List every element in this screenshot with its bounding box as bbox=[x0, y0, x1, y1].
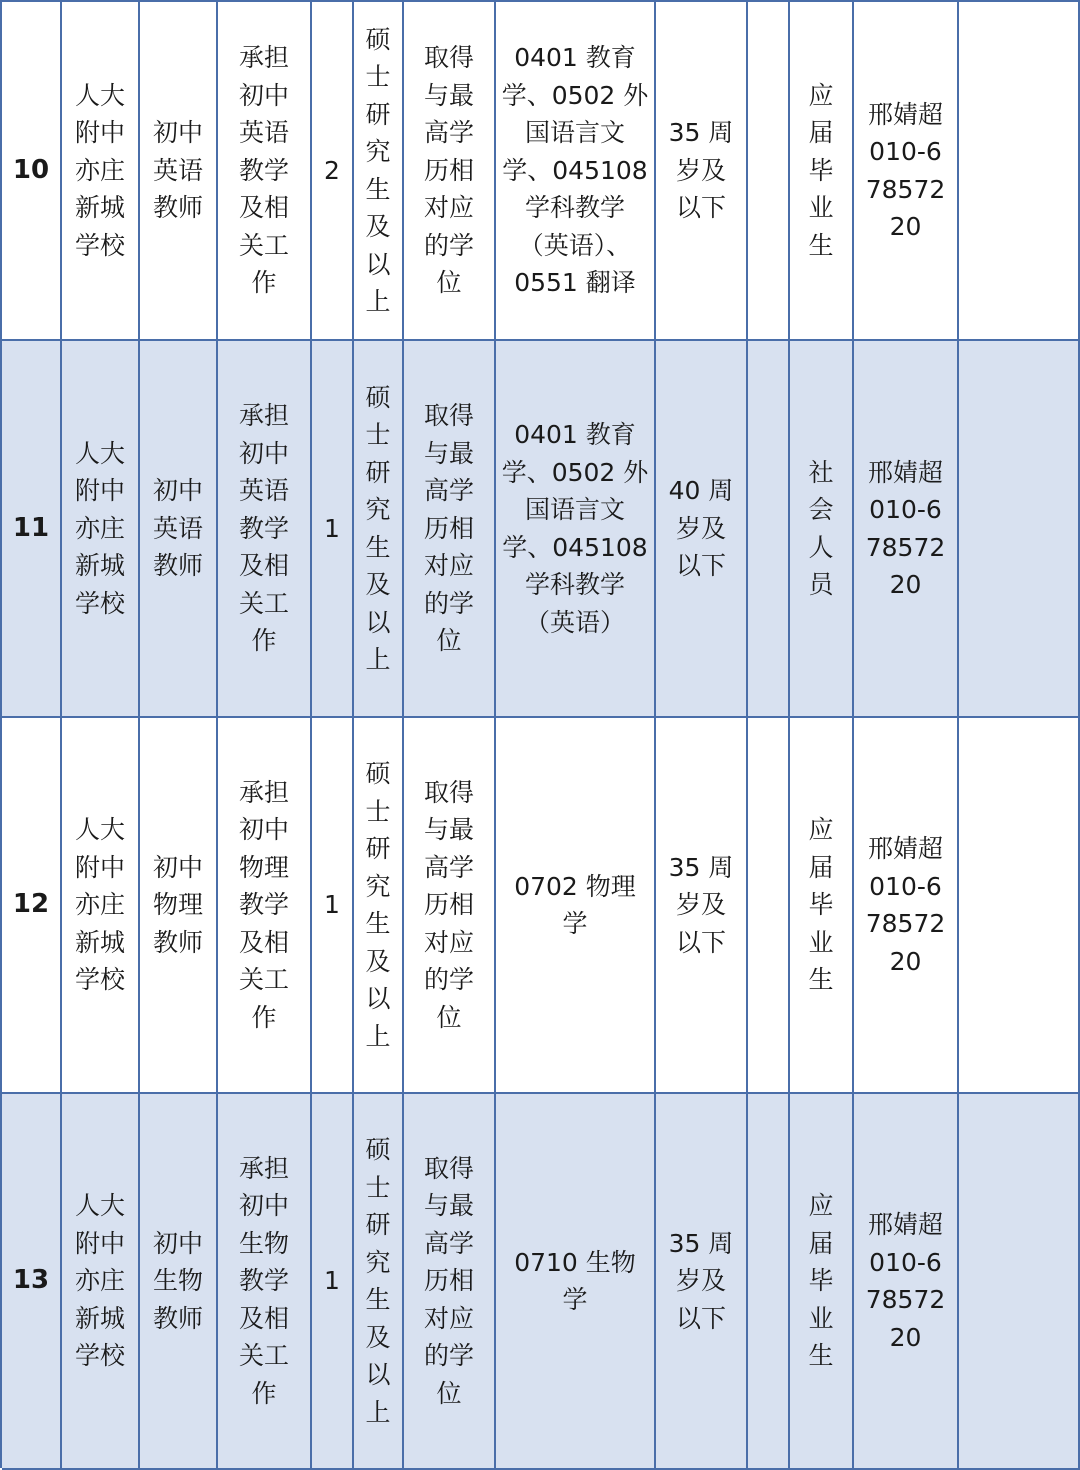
cell-source: 应届毕业生 bbox=[790, 1094, 854, 1470]
cell-education: 硕士研究生及以上 bbox=[354, 718, 404, 1094]
cell-remark bbox=[959, 341, 1080, 718]
cell-major: 0401 教育 学、0502 外 国语言文 学、045108 学科教学 （英语） bbox=[496, 341, 656, 718]
cell-extra bbox=[748, 341, 790, 718]
cell-position: 初中英语教师 bbox=[140, 341, 218, 718]
cell-unit: 人大附中亦庄新城学校 bbox=[62, 341, 140, 718]
cell-extra bbox=[748, 718, 790, 1094]
cell-extra bbox=[748, 2, 790, 341]
cell-position: 初中物理教师 bbox=[140, 718, 218, 1094]
cell-index: 12 bbox=[2, 718, 62, 1094]
cell-index: 10 bbox=[2, 2, 62, 341]
cell-age: 35 周 岁及 以下 bbox=[656, 718, 748, 1094]
cell-index: 13 bbox=[2, 1094, 62, 1470]
cell-degree: 取得与最高学历相对应的学位 bbox=[404, 341, 496, 718]
cell-education: 硕士研究生及以上 bbox=[354, 341, 404, 718]
cell-unit: 人大附中亦庄新城学校 bbox=[62, 1094, 140, 1470]
cell-source: 应届毕业生 bbox=[790, 2, 854, 341]
cell-count: 1 bbox=[312, 341, 354, 718]
cell-contact: 邢婧超 010-6 78572 20 bbox=[854, 2, 959, 341]
cell-degree: 取得与最高学历相对应的学位 bbox=[404, 1094, 496, 1470]
cell-position: 初中生物教师 bbox=[140, 1094, 218, 1470]
cell-contact: 邢婧超 010-6 78572 20 bbox=[854, 341, 959, 718]
cell-age: 40 周 岁及 以下 bbox=[656, 341, 748, 718]
cell-duties: 承担初中生物教学及相关工作 bbox=[218, 1094, 312, 1470]
cell-duties: 承担初中英语教学及相关工作 bbox=[218, 2, 312, 341]
cell-count: 2 bbox=[312, 2, 354, 341]
cell-degree: 取得与最高学历相对应的学位 bbox=[404, 718, 496, 1094]
cell-remark bbox=[959, 1094, 1080, 1470]
cell-degree: 取得与最高学历相对应的学位 bbox=[404, 2, 496, 341]
cell-age: 35 周 岁及 以下 bbox=[656, 1094, 748, 1470]
cell-major: 0401 教育 学、0502 外 国语言文 学、045108 学科教学 （英语）、 0551 翻译 bbox=[496, 2, 656, 341]
cell-major: 0710 生物 学 bbox=[496, 1094, 656, 1470]
cell-source: 应届毕业生 bbox=[790, 718, 854, 1094]
cell-age: 35 周 岁及 以下 bbox=[656, 2, 748, 341]
cell-contact: 邢婧超 010-6 78572 20 bbox=[854, 1094, 959, 1470]
cell-duties: 承担初中英语教学及相关工作 bbox=[218, 341, 312, 718]
cell-source: 社会人员 bbox=[790, 341, 854, 718]
cell-unit: 人大附中亦庄新城学校 bbox=[62, 718, 140, 1094]
cell-education: 硕士研究生及以上 bbox=[354, 1094, 404, 1470]
cell-extra bbox=[748, 1094, 790, 1470]
cell-major: 0702 物理 学 bbox=[496, 718, 656, 1094]
cell-contact: 邢婧超 010-6 78572 20 bbox=[854, 718, 959, 1094]
cell-remark bbox=[959, 718, 1080, 1094]
cell-index: 11 bbox=[2, 341, 62, 718]
cell-remark bbox=[959, 2, 1080, 341]
cell-education: 硕士研究生及以上 bbox=[354, 2, 404, 341]
cell-count: 1 bbox=[312, 718, 354, 1094]
cell-position: 初中英语教师 bbox=[140, 2, 218, 341]
cell-count: 1 bbox=[312, 1094, 354, 1470]
cell-duties: 承担初中物理教学及相关工作 bbox=[218, 718, 312, 1094]
cell-unit: 人大附中亦庄新城学校 bbox=[62, 2, 140, 341]
